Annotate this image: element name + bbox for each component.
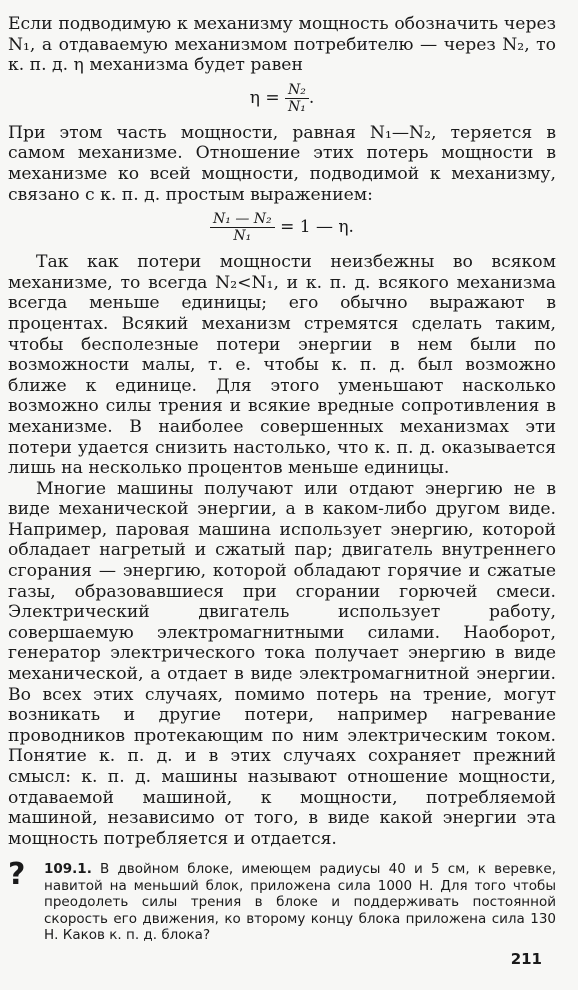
efficiency-formula: [8, 82, 556, 115]
problem-body: В двойном блоке, имеющем радиусы 40 и 5 см, к веревке, навитой на меньший блок, приложена сила 1000 Н. Для того чтобы преодолеть силы трения в блоке и поддерживать постоянной скорость его движения, ко второму концу блока приложена сила 130 Н. Каков к. п. д. блока?: [44, 861, 556, 944]
loss-paragraph: При этом часть мощности, равная N₁—N₂, теряется в самом механизме. Отношение этих потерь мощности в механизме ко всей мощности, подводимой к механизму, связано с к. п. д. простым выражением:: [8, 122, 556, 205]
formula-end: .: [308, 87, 315, 108]
problem-number: 109.1.: [44, 861, 92, 878]
loss-numerator: N₁ — N₂: [210, 211, 275, 228]
machines-paragraph: Многие машины получают или отдают энергию не в виде механической энергии, а в каком-либо другом виде. Например, паровая машина использует энергию, которой обладает нагретый и сжатый пар; двигатель внутреннего сгорания — энергию, которой обладают горячие и сжатые газы, образовавшиеся при сгорании горючей смеси. Электрический двигатель использует работу, совершаемую электромагнитными силами. Наоборот, генератор электрического тока получает энергию в виде механической, а отдает в виде электромагнитной энергии. Во всех этих случаях, помимо потерь на трение, могут возникать и другие потери, например нагревание проводников протекающим по ним электрическим током. Понятие к. п. д. и в этих случаях сохраняет прежний смысл: к. п. д. машины называют отношение мощности, отдаваемой машиной, к мощности, потребляемой машиной, независимо от того, в виде какой энергии эта мощность потребляется и отдается.: [8, 478, 556, 849]
loss-formula: [8, 211, 556, 244]
problem-text: [44, 861, 556, 944]
fraction-numerator: N₂: [285, 82, 309, 99]
units-paragraph: Так как потери мощности неизбежны во всяком механизме, то всегда N₂<N₁, и к. п. д. всякого механизма всегда меньше единицы; его обычно выражают в процентах. Всякий механизм стремятся сделать таким, чтобы бесполезные потери энергии в нем были по возможности малы, т. е. чтобы к. п. д. был возможно ближе к единице. Для этого уменьшают насколько возможно силы трения и всякие вредные сопротивления в механизме. В наиболее совершенных механизмах эти потери удается снизить настолько, что к. п. д. оказывается лишь на несколько процентов меньше единицы.: [8, 252, 556, 479]
loss-fraction: [210, 211, 275, 244]
formula-fraction: [285, 82, 309, 115]
page-number: 211: [510, 950, 542, 968]
loss-denominator: N₁: [233, 228, 252, 245]
intro-paragraph: Если подводимую к механизму мощность обозначить через N₁, а отдаваемую механизмом потребителю — через N₂, то к. п. д. η механизма будет равен: [8, 14, 556, 76]
formula-lhs: η =: [249, 87, 280, 108]
problem-block: [8, 857, 556, 944]
question-mark-icon: ?: [8, 857, 26, 893]
loss-rhs: = 1 — η.: [280, 217, 354, 238]
fraction-denominator: N₁: [287, 98, 306, 115]
